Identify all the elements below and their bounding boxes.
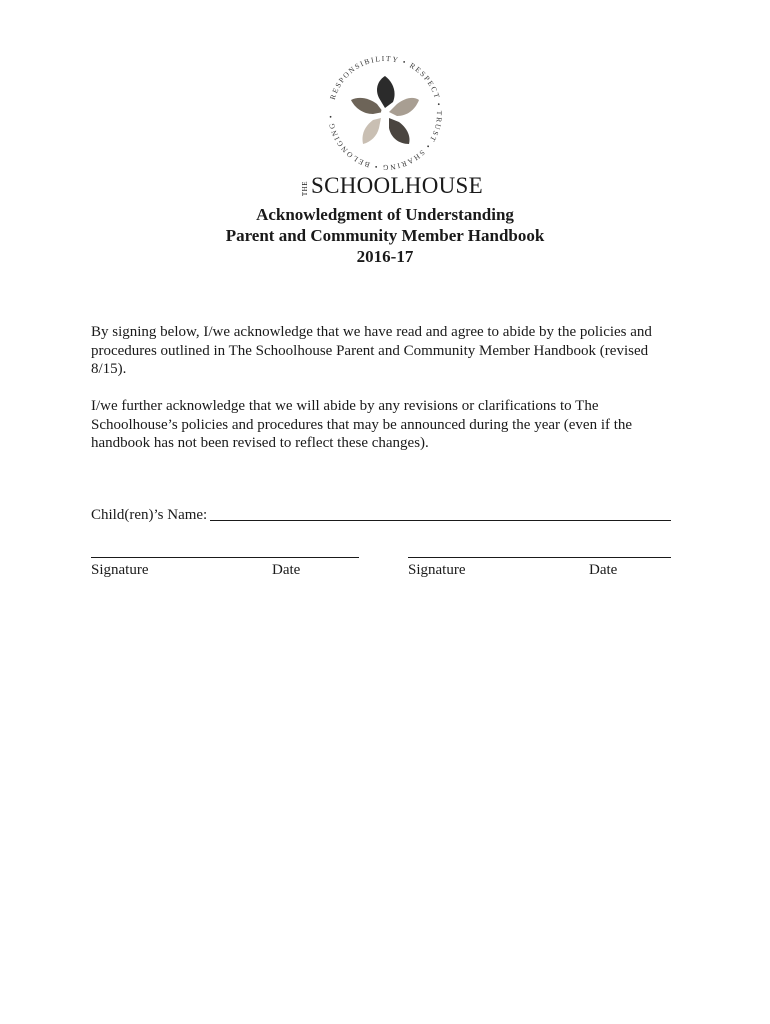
- wordmark-the: THE: [301, 180, 309, 196]
- hands-icon: [351, 76, 419, 144]
- date-label-2: Date: [589, 562, 618, 578]
- wordmark-name: SCHOOLHOUSE: [311, 173, 483, 198]
- title-line-3: 2016-17: [356, 247, 414, 266]
- schoolhouse-wordmark: [301, 172, 483, 198]
- signature-label-2: Signature: [408, 562, 466, 578]
- signature-line-1[interactable]: [91, 557, 359, 558]
- document-title: [0, 204, 770, 267]
- children-name-line[interactable]: [210, 506, 671, 521]
- svg-text:RESPONSIBILITY • RESPECT • TRU: RESPONSIBILITY • RESPECT • TRUST • SHARING • BELONGING •: [325, 53, 445, 173]
- revisions-paragraph: I/we further acknowledge that we will abide by any revisions or clarifications to The Schoolhouse’s policies and procedures that may be announced during the year (even if the handbook has not been revised to reflect these changes).: [91, 398, 633, 451]
- hands-star-emblem: [315, 48, 455, 178]
- children-name-row: [91, 506, 671, 524]
- children-name-label: Child(ren)’s Name:: [91, 507, 208, 523]
- acknowledgment-paragraph: By signing below, I/we acknowledge that we have read and agree to abide by the policies and procedures outlined in The Schoolhouse Parent and Community Member Handbook (revised 8/15).: [91, 324, 652, 377]
- signature-label-1: Signature: [91, 562, 149, 578]
- title-line-2: Parent and Community Member Handbook: [225, 226, 545, 245]
- schoolhouse-logo: [315, 48, 455, 178]
- title-line-1: Acknowledgment of Understanding: [256, 205, 514, 224]
- signature-line-2[interactable]: [408, 557, 671, 558]
- date-label-1: Date: [272, 562, 301, 578]
